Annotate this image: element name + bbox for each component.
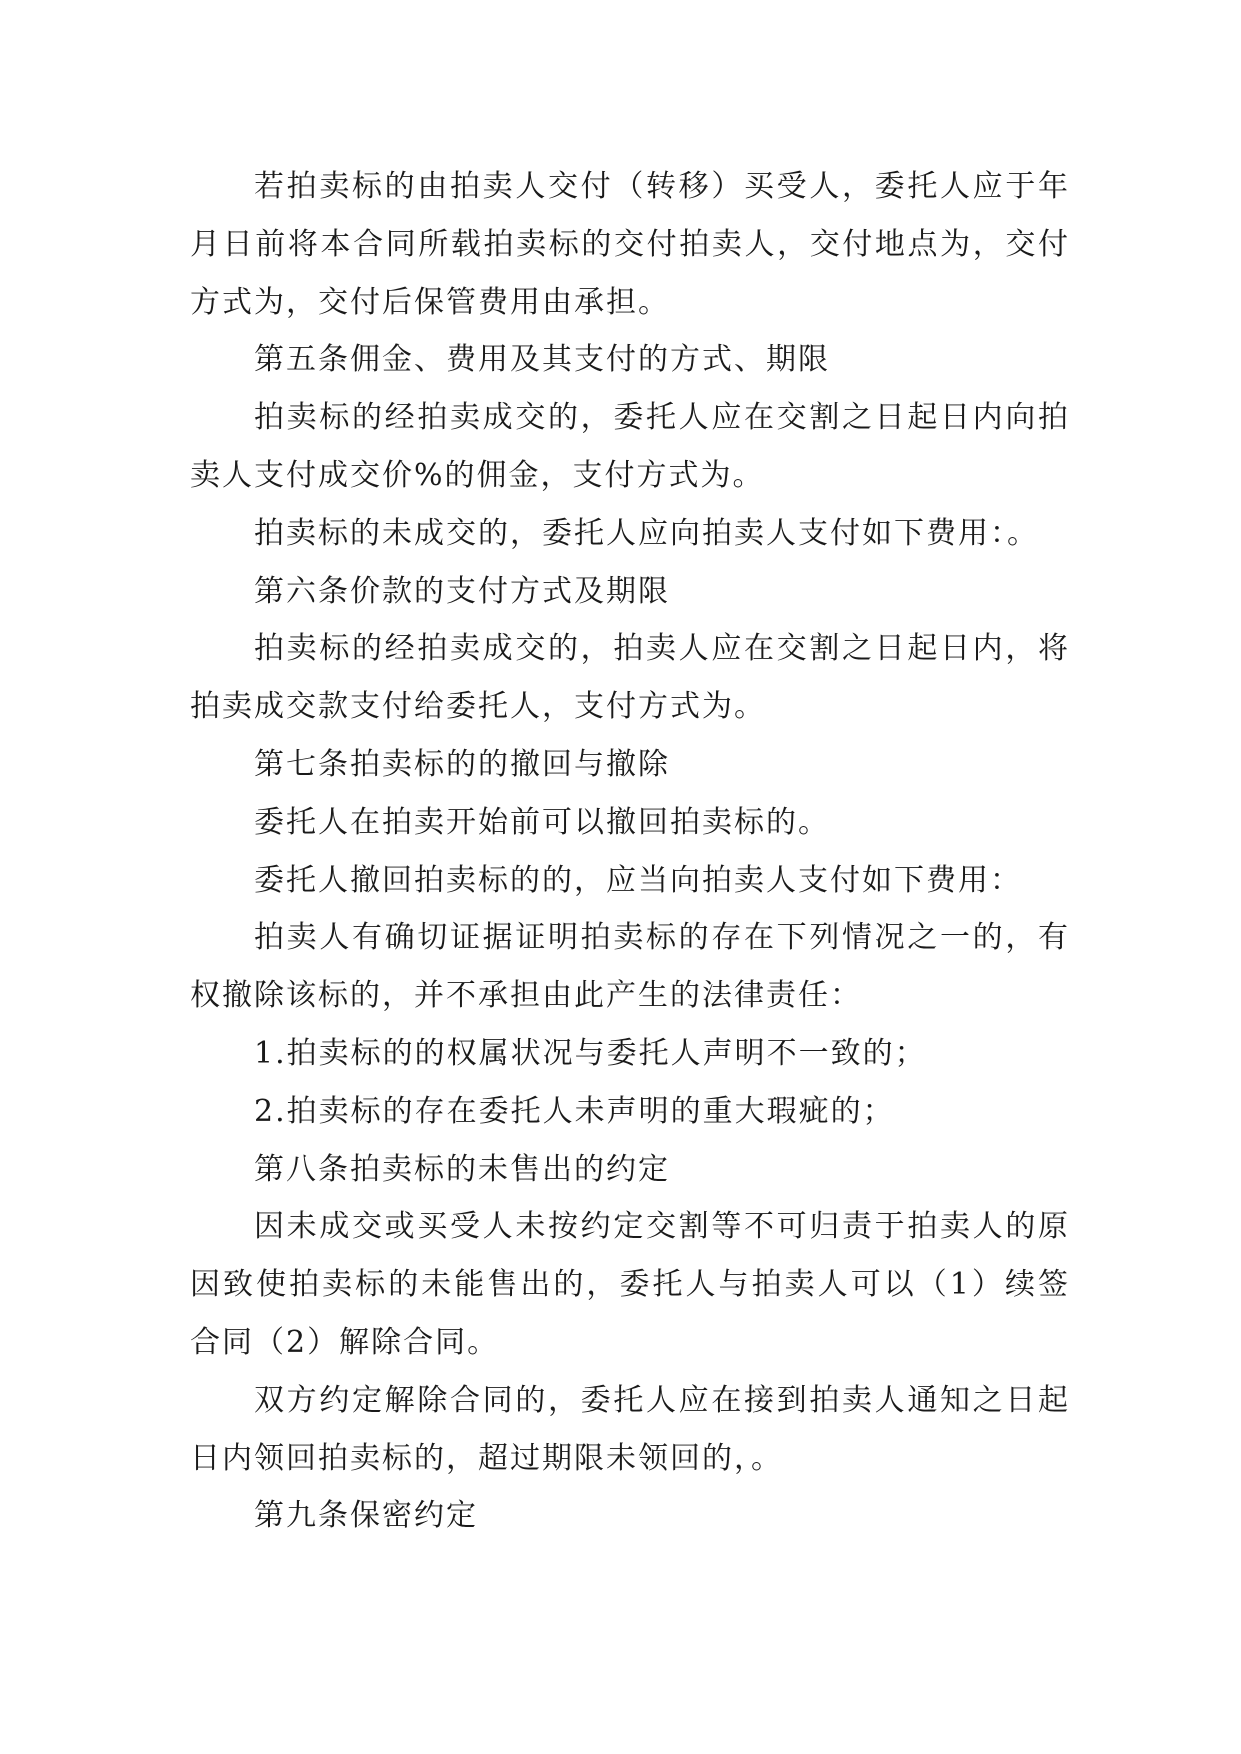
- heading-article-6: 第六条价款的支付方式及期限: [254, 573, 670, 609]
- document-body: [190, 158, 1070, 1545]
- paragraph-unsold-options: 因未成交或买受人未按约定交割等不可归责于拍卖人的原因致使拍卖标的未能售出的，委托人与拍卖人可以（1）续签合同（2）解除合同。: [190, 1209, 1070, 1360]
- heading-article-9: 第九条保密约定: [254, 1498, 478, 1534]
- heading-article-7: 第七条拍卖标的的撤回与撤除: [254, 746, 670, 782]
- paragraph-payment: 拍卖标的经拍卖成交的，拍卖人应在交割之日起日内，将拍卖成交款支付给委托人，支付方式为。: [190, 631, 1070, 725]
- heading-article-5: 第五条佣金、费用及其支付的方式、期限: [254, 342, 830, 378]
- heading-article-8: 第八条拍卖标的未售出的约定: [254, 1151, 670, 1187]
- paragraph-withdrawal-fees: 委托人撤回拍卖标的的，应当向拍卖人支付如下费用：: [254, 862, 1022, 898]
- paragraph-removal-rights: 拍卖人有确切证据证明拍卖标的存在下列情况之一的，有权撤除该标的，并不承担由此产生的法律责任：: [190, 920, 1070, 1014]
- paragraph-commission: 拍卖标的经拍卖成交的，委托人应在交割之日起日内向拍卖人支付成交价%的佣金，支付方式为。: [190, 400, 1070, 493]
- paragraph-delivery-terms: 若拍卖标的由拍卖人交付（转移）买受人，委托人应于年月日前将本合同所载拍卖标的交付拍卖人，交付地点为，交付方式为，交付后保管费用由承担。: [190, 169, 1070, 320]
- paragraph-termination: 双方约定解除合同的，委托人应在接到拍卖人通知之日起日内领回拍卖标的，超过期限未领回的，。: [190, 1382, 1070, 1476]
- list-item-1: 1.拍卖标的的权属状况与委托人声明不一致的；: [254, 1035, 927, 1071]
- list-item-2: 2.拍卖标的存在委托人未声明的重大瑕疵的；: [254, 1093, 895, 1129]
- paragraph-unsold-fees: 拍卖标的未成交的，委托人应向拍卖人支付如下费用：。: [254, 515, 1039, 551]
- paragraph-withdrawal: 委托人在拍卖开始前可以撤回拍卖标的。: [254, 804, 830, 840]
